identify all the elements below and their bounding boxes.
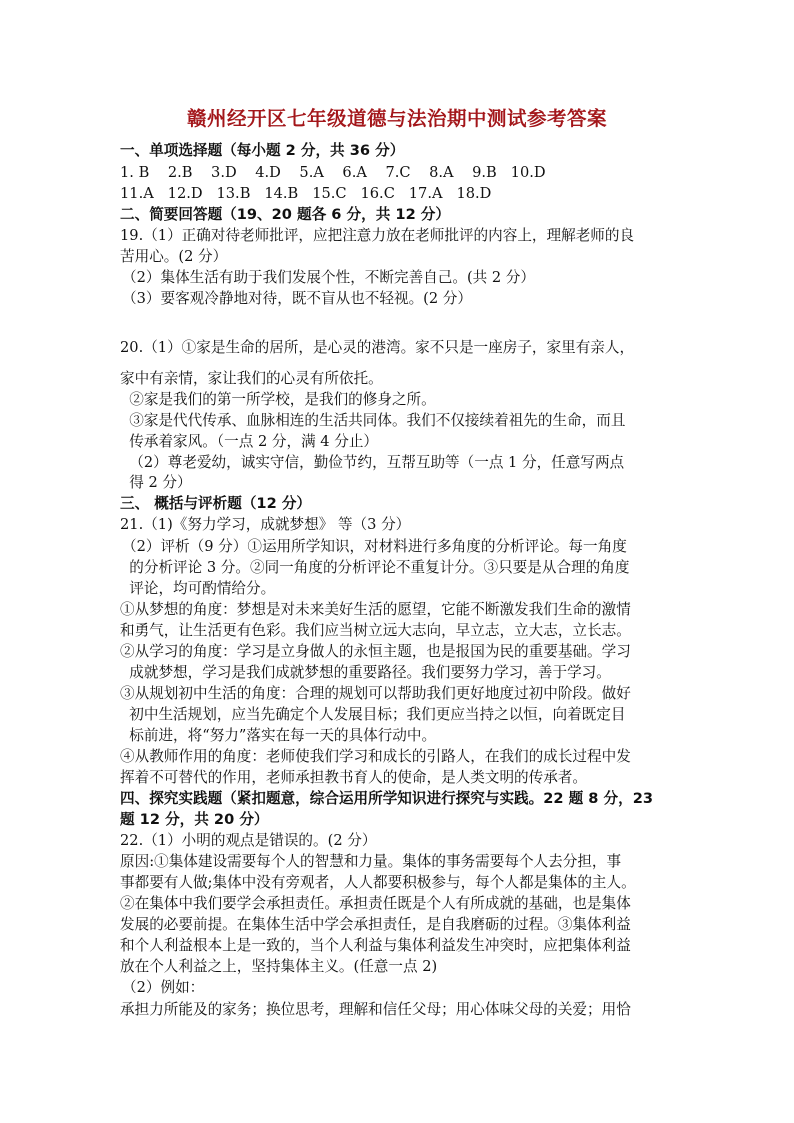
- q19-part2: （2）集体生活有助于我们发展个性，不断完善自己。(共 2 分）: [122, 269, 535, 286]
- q20-part2-line1: （2）尊老爱幼，诚实守信，勤俭节约，互帮互助等（一点 1 分，任意写两点: [120, 454, 625, 471]
- q20-part1-line1: 20.（1）①家是生命的居所，是心灵的港湾。家不只是一座房子，家里有亲人，: [120, 339, 635, 356]
- q21-part2-line1: （2）评析（9 分）①运用所学知识，对材料进行多角度的分析评论。每一角度: [122, 538, 627, 555]
- q21-study-line1: ②从学习的角度：学习是立身做人的永恒主题，也是报国为民的重要基础。学习: [120, 643, 631, 660]
- q22-reason-line2: 事都要有人做;集体中没有旁观者，人人都要积极参与，每个人都是集体的主人。: [120, 874, 636, 891]
- mc-answers-row-2: 11.A 12.D 13.B 14.B 15.C 16.C 17.A 18.D: [120, 185, 492, 202]
- document-title: 赣州经开区七年级道德与法治期中测试参考答案: [186, 107, 607, 130]
- q22-reason-line1: 原因:①集体建设需要每个人的智慧和力量。集体的事务需要每个人去分担，事: [120, 853, 622, 870]
- q22-reason-line5: 和个人利益根本上是一致的，当个人利益与集体利益发生冲突时，应把集体利益: [120, 937, 631, 954]
- q19-part1-line1: 19.（1）正确对待老师批评，应把注意力放在老师批评的内容上，理解老师的良: [120, 227, 635, 244]
- q21-part2-line2: 的分析评论 3 分。②同一角度的分析评论不重复计分。③只要是从合理的角度: [120, 559, 630, 576]
- q21-part1: 21.（1)《努力学习，成就梦想》 等（3 分）: [120, 516, 411, 533]
- mc-answers-row-1: 1. B 2.B 3.D 4.D 5.A 6.A 7.C 8.A 9.B 10.D: [120, 164, 546, 181]
- q21-dream-line1: ①从梦想的角度：梦想是对未来美好生活的愿望，它能不断激发我们生命的激情: [120, 601, 631, 618]
- section-3-heading: 三、 概括与评析题（12 分）: [120, 495, 312, 512]
- q21-part2-line3: 评论，均可酌情给分。: [120, 580, 276, 597]
- q21-plan-line3: 标前进，将“努力”落实在每一天的具体行动中。: [120, 727, 437, 744]
- q20-part2-line2: 得 2 分）: [120, 474, 192, 491]
- q20-part1-line4: ③家是代代传承、血脉相连的生活共同体。我们不仅接续着祖先的生命，而且: [120, 412, 626, 429]
- q22-reason-line6: 放在个人利益之上，坚持集体主义。(任意一点 2): [120, 958, 438, 975]
- q21-teacher-line2: 挥着不可替代的作用，老师承担教书育人的使命，是人类文明的传承者。: [120, 769, 588, 786]
- q20-part1-line2: 家中有亲情，家让我们的心灵有所依托。: [120, 370, 383, 387]
- q20-part1-line5: 传承着家风。（一点 2 分，满 4 分止）: [120, 433, 379, 450]
- q21-study-line2: 成就梦想，学习是我们成就梦想的重要路径。我们要努力学习，善于学习。: [120, 664, 611, 681]
- section-1-heading: 一、单项选择题（每小题 2 分，共 36 分）: [120, 142, 405, 159]
- q22-reason-line4: 发展的必要前提。在集体生活中学会承担责任，是自我磨砺的过程。③集体利益: [120, 916, 631, 933]
- q20-part1-line3: ②家是我们的第一所学校，是我们的修身之所。: [120, 391, 436, 408]
- q22-part2-line1: 承担力所能及的家务；换位思考，理解和信任父母；用心体味父母的关爱；用恰: [120, 1001, 631, 1018]
- q19-part1-line2: 苦用心。(2 分）: [120, 248, 228, 265]
- section-4-heading-line2: 题 12 分，共 20 分）: [120, 811, 269, 828]
- q21-teacher-line1: ④从教师作用的角度：老师使我们学习和成长的引路人，在我们的成长过程中发: [120, 748, 631, 765]
- q21-plan-line1: ③从规划初中生活的角度：合理的规划可以帮助我们更好地度过初中阶段。做好: [120, 685, 631, 702]
- section-4-heading-line1: 四、探究实践题（紧扣题意，综合运用所学知识进行探究与实践。22 题 8 分，23: [120, 790, 654, 807]
- section-2-heading: 二、简要回答题（19、20 题各 6 分，共 12 分）: [120, 206, 450, 223]
- q22-reason-line3: ②在集体中我们要学会承担责任。承担责任既是个人有所成就的基础，也是集体: [120, 895, 631, 912]
- q19-part3: （3）要客观冷静地对待，既不盲从也不轻视。(2 分）: [122, 290, 472, 307]
- q22-part1: 22.（1）小明的观点是错误的。(2 分）: [120, 832, 377, 849]
- q21-plan-line2: 初中生活规划，应当先确定个人发展目标；我们更应当持之以恒，向着既定目: [120, 706, 626, 723]
- q22-part2-heading: （2）例如：: [122, 979, 205, 996]
- q21-dream-line2: 和勇气，让生活更有色彩。我们应当树立远大志向，早立志，立大志，立长志。: [120, 622, 631, 639]
